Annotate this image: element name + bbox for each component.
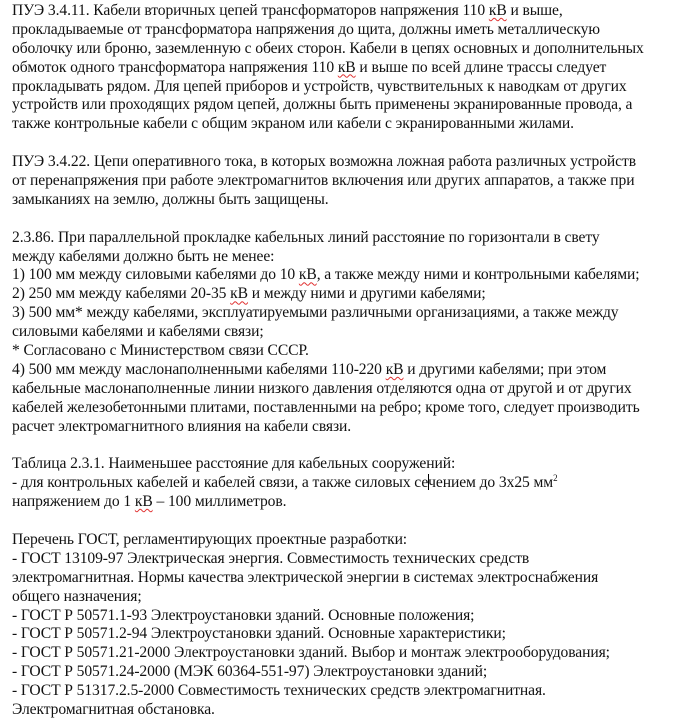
text-run: от перенапряжения при работе электромагнитов включения или других аппаратов, а также при	[12, 172, 635, 190]
text-run: и между ними и другими кабелями;	[247, 285, 486, 303]
text-line	[12, 40, 684, 59]
text-run: 4) 500 мм между маслонаполненными кабелями 110-220	[12, 360, 386, 378]
spellcheck-flagged-word[interactable]: кВ	[488, 2, 507, 19]
text-line	[12, 361, 684, 380]
text-line	[12, 418, 684, 437]
text-line	[12, 96, 684, 115]
text-line	[12, 607, 684, 626]
text-line	[12, 191, 684, 210]
text-run: - ГОСТ 13109-97 Электрическая энергия. Совместимость технических средств	[12, 549, 530, 567]
text-line	[12, 285, 684, 304]
text-run: силовыми кабелями и кабелями связи;	[12, 323, 264, 341]
text-run: расчет электромагнитного влияния на кабели связи.	[12, 417, 352, 435]
text-run: , а также между ними и контрольными кабелями;	[316, 266, 640, 284]
paragraph-spacer	[12, 512, 684, 531]
text-line	[12, 248, 684, 267]
text-run: 2) 250 мм между кабелями 20-35	[12, 285, 231, 303]
text-run: – 100 миллиметров.	[152, 493, 287, 511]
text-line	[12, 682, 684, 701]
text-line	[12, 2, 684, 21]
text-run: и выше,	[506, 2, 563, 19]
text-line	[12, 588, 684, 607]
text-line	[12, 172, 684, 191]
text-run: также контрольные кабели с общим экраном или кабели с экранированными жилами.	[12, 115, 574, 133]
text-line	[12, 153, 684, 172]
text-line	[12, 644, 684, 663]
text-line	[12, 59, 684, 78]
text-run: между кабелями должно быть не менее:	[12, 247, 275, 265]
text-line	[12, 399, 684, 418]
text-line	[12, 78, 684, 97]
text-line	[12, 701, 684, 720]
paragraph-pue-3-4-22	[12, 153, 684, 210]
text-line	[12, 455, 684, 474]
text-run: замыканиях на землю, должны быть защищены.	[12, 190, 329, 208]
paragraph-spacer	[12, 210, 684, 229]
text-run: * Согласовано с Министерством связи СССР.	[12, 342, 309, 360]
text-run: общего назначения;	[12, 587, 142, 605]
spellcheck-flagged-word[interactable]: кВ	[134, 493, 153, 511]
text-run: Электромагнитная обстановка.	[12, 700, 215, 718]
text-run: - ГОСТ Р 50571.1-93 Электроустановки зданий. Основные положения;	[12, 606, 475, 624]
text-line	[12, 663, 684, 682]
text-line	[12, 304, 684, 323]
text-run: кабелей железобетонными плитами, поставленными на ребро; кроме того, следует производить	[12, 398, 640, 416]
spellcheck-flagged-word[interactable]: кВ	[230, 285, 248, 303]
text-run: - ГОСТ Р 50571.2-94 Электроустановки зданий. Основные характеристики;	[12, 625, 506, 643]
text-run: - ГОСТ Р 50571.24-2000 (МЭК 60364-551-97) Электроустановки зданий;	[12, 663, 488, 681]
text-run: прокладывать рядом. Для цепей приборов и устройств, чувствительных к наводкам от других	[12, 77, 627, 95]
paragraph-table-2-3-1	[12, 455, 684, 512]
text-run: - ГОСТ Р 51317.2.5-2000 Совместимость технических средств электромагнитная.	[12, 682, 546, 700]
text-run: напряжением до 1	[12, 493, 135, 511]
text-run: устройств или проходящих рядом цепей, должны быть применены экранированные провода, а	[12, 96, 633, 114]
text-run: ПУЭ 3.4.11. Кабели вторичных цепей трансформаторов напряжения 110	[12, 2, 489, 19]
text-run: - ГОСТ Р 50571.21-2000 Электроустановки зданий. Выбор и монтаж электрооборудования;	[12, 644, 610, 662]
text-run: кабельные маслонаполненные линии низкого давления отделяются одна от другой и от других	[12, 379, 632, 397]
text-line	[12, 21, 684, 40]
text-run: электромагнитная. Нормы качества электрической энергии в системах электроснабжения	[12, 568, 599, 586]
paragraph-spacer	[12, 134, 684, 153]
text-line	[12, 323, 684, 342]
spellcheck-flagged-word[interactable]: кВ	[298, 266, 317, 284]
text-run: и выше по всей длине трассы следует	[355, 58, 607, 76]
text-run: ПУЭ 3.4.22. Цепи оперативного тока, в которых возможна ложная работа различных устройств	[12, 153, 636, 171]
text-run: Перечень ГОСТ, регламентирующих проектные разработки:	[12, 530, 408, 548]
text-run: - для контрольных кабелей и кабелей связи, а также силовых се	[12, 474, 429, 492]
spellcheck-flagged-word[interactable]: кВ	[385, 360, 404, 378]
text-run: 3) 500 мм* между кабелями, эксплуатируемыми различными организациями, а также между	[12, 304, 619, 322]
text-line	[12, 266, 684, 285]
text-run: прокладываемые от трансформатора напряжения до щита, должны иметь металлическую	[12, 20, 600, 38]
superscript: 2	[553, 473, 558, 484]
text-run: и другими кабелями; при этом	[403, 360, 607, 378]
text-line	[12, 531, 684, 550]
text-line	[12, 625, 684, 644]
text-line	[12, 569, 684, 588]
text-line	[12, 229, 684, 248]
text-run: Таблица 2.3.1. Наименьшее расстояние для кабельных сооружений:	[12, 455, 456, 473]
text-run: обмоток одного трансформатора напряжения 110	[12, 58, 338, 76]
text-run: оболочку или броню, заземленную с обеих сторон. Кабели в цепях основных и дополнительных	[12, 39, 644, 57]
spellcheck-flagged-word[interactable]: кВ	[337, 58, 356, 76]
text-line	[12, 115, 684, 134]
text-run: чением до 3х25 мм	[428, 474, 554, 492]
text-line	[12, 493, 684, 512]
paragraph-clause-2-3-86	[12, 229, 684, 437]
text-line	[12, 342, 684, 361]
text-line	[12, 550, 684, 569]
paragraph-gost-list	[12, 531, 684, 720]
paragraph-pue-3-4-11	[12, 2, 684, 134]
text-run: 1) 100 мм между силовыми кабелями до 10	[12, 266, 299, 284]
document-body[interactable]	[12, 2, 684, 720]
paragraph-spacer	[12, 436, 684, 455]
text-line	[12, 380, 684, 399]
text-run: 2.3.86. При параллельной прокладке кабельных линий расстояние по горизонтали в свету	[12, 228, 600, 246]
text-line	[12, 474, 684, 493]
